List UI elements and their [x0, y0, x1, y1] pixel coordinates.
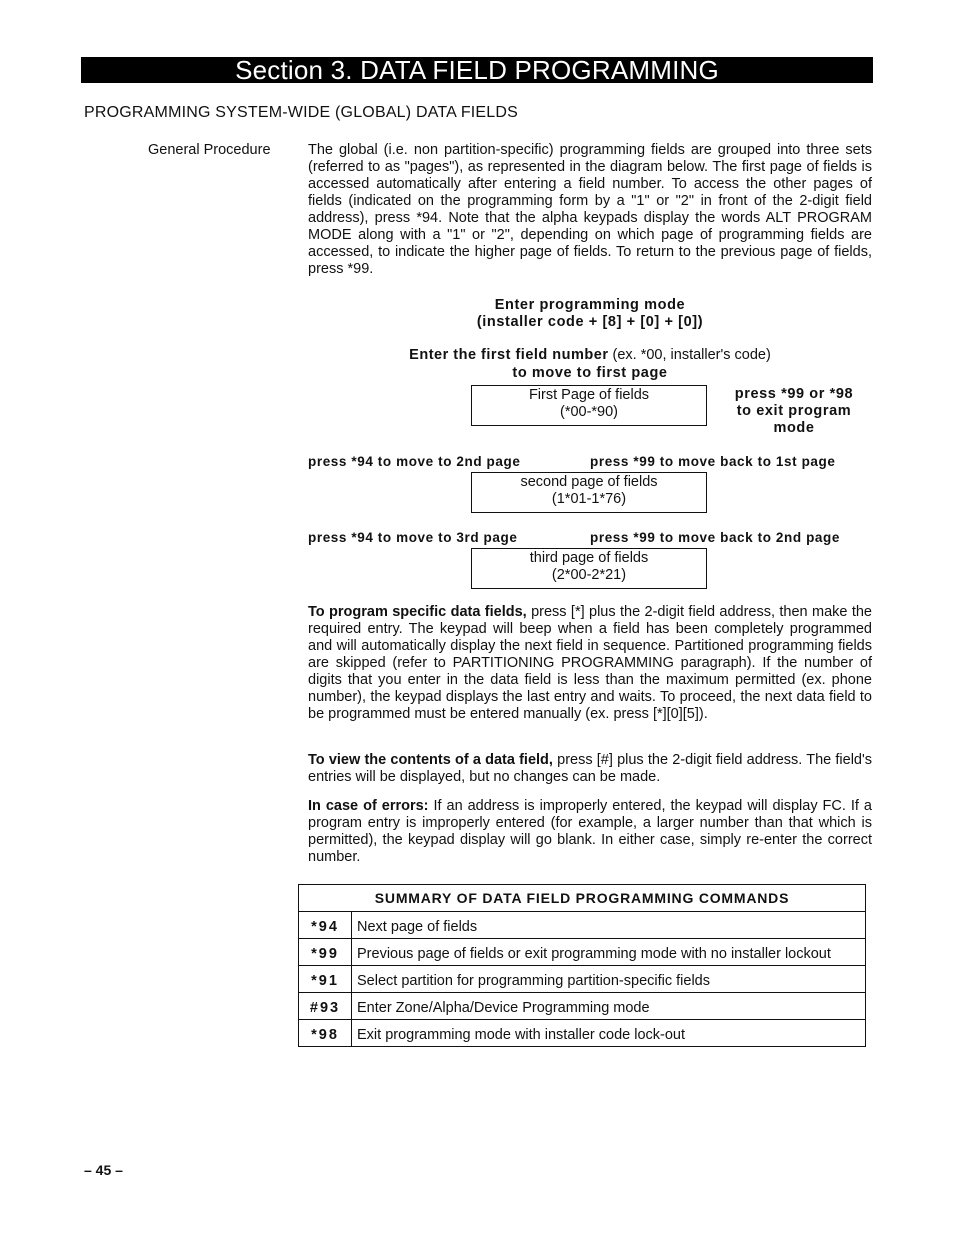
intro-paragraph: The global (i.e. non partition-specific) programming fields are grouped into three sets (referred to as "pages"), as represented in the diagram below. The first page of fields is accessed automatically after entering a field number. To access the other pages of fields (indicated on the programming form by a "1" or "2" in front of the 2-digit field address), press *94. Note that the alpha keypads display the words ALT PROGRAM MODE along with a "1" or "2", depending on which page of programming fields are accessed, to indicate the higher page of fields. To return to the previous page of fields, press *99.	[308, 142, 872, 277]
page2-line2: (1*01-1*76)	[551, 491, 627, 507]
page3-line1: third page of fields	[529, 550, 649, 566]
view-contents-text: press [#] plus the 2-digit field address. The field's entries will be displayed, but no changes can be made.	[308, 752, 872, 785]
command-description: Enter Zone/Alpha/Device Programming mode	[352, 993, 866, 1020]
exit-line1: press *99 or *98	[734, 386, 854, 402]
page1-box	[471, 385, 707, 426]
errors-text: If an address is improperly entered, the keypad will display FC. If a program entry is improperly entered (for example, a larger number than that which is permitted), the keypad display will go blank. In either case, simply re-enter the correct number.	[308, 798, 872, 865]
program-fields-text: press [*] plus the 2-digit field address, then make the required entry. The keypad will beep when a field has been completely programmed and will automatically display the next field in sequence. Partitioned programming fields are skipped (refer to PARTITIONING PROGRAMMING paragraph). If the number of digits that you enter in the data field is less than the maximum permitted (ex. phone number), the keypad displays the last entry and waits. To proceed, the next data field to be programmed must be entered manually (ex. press [*][0][5]).	[308, 604, 872, 722]
exit-line2: to exit program	[736, 403, 852, 419]
program-fields-lead: To program specific data fields,	[308, 604, 527, 620]
side-label: General Procedure	[148, 142, 271, 158]
exit-line3: mode	[773, 420, 815, 436]
page1-line2: (*00-*90)	[559, 404, 619, 420]
program-fields-paragraph	[308, 604, 872, 723]
command-description: Select partition for programming partition-specific fields	[352, 966, 866, 993]
first-field-normal: (ex. *00, installer's code)	[608, 347, 771, 363]
command-code: *99	[299, 939, 352, 966]
summary-table	[298, 884, 866, 1047]
command-code: *94	[299, 912, 352, 939]
summary-header-row	[299, 885, 866, 912]
command-description: Next page of fields	[352, 912, 866, 939]
command-description: Previous page of fields or exit programming mode with no installer lockout	[352, 939, 866, 966]
table-row	[299, 966, 866, 993]
summary-title: SUMMARY OF DATA FIELD PROGRAMMING COMMANDS	[299, 885, 866, 912]
table-row	[299, 993, 866, 1020]
table-row	[299, 912, 866, 939]
page2-box	[471, 472, 707, 513]
section-title: Section 3. DATA FIELD PROGRAMMING	[81, 57, 873, 83]
enter-mode-line2: (installer code + [8] + [0] + [0])	[476, 314, 704, 330]
command-code: *91	[299, 966, 352, 993]
table-row	[299, 939, 866, 966]
errors-paragraph	[308, 798, 872, 866]
table-row	[299, 1020, 866, 1047]
to-3rd-page-label: press *94 to move to 3rd page	[308, 530, 518, 545]
move-first-page: to move to first page	[512, 365, 668, 381]
back-2nd-page-label: press *99 to move back to 2nd page	[590, 530, 840, 545]
first-field-line	[308, 347, 872, 363]
page3-box	[471, 548, 707, 589]
page-number: – 45 –	[84, 1162, 123, 1178]
command-description: Exit programming mode with installer code lock-out	[352, 1020, 866, 1047]
subsection-heading: PROGRAMMING SYSTEM-WIDE (GLOBAL) DATA FIELDS	[84, 104, 519, 121]
command-code: #93	[299, 993, 352, 1020]
back-1st-page-label: press *99 to move back to 1st page	[590, 454, 836, 469]
page2-line1: second page of fields	[520, 474, 658, 490]
enter-mode-line1: Enter programming mode	[494, 297, 686, 313]
view-contents-lead: To view the contents of a data field,	[308, 752, 553, 768]
page1-line1: First Page of fields	[528, 387, 650, 403]
errors-lead: In case of errors:	[308, 798, 429, 814]
page3-line2: (2*00-2*21)	[551, 567, 627, 583]
to-2nd-page-label: press *94 to move to 2nd page	[308, 454, 521, 469]
view-contents-paragraph	[308, 752, 872, 786]
exit-label	[712, 386, 876, 437]
first-field-bold: Enter the first field number	[409, 347, 609, 363]
command-code: *98	[299, 1020, 352, 1047]
